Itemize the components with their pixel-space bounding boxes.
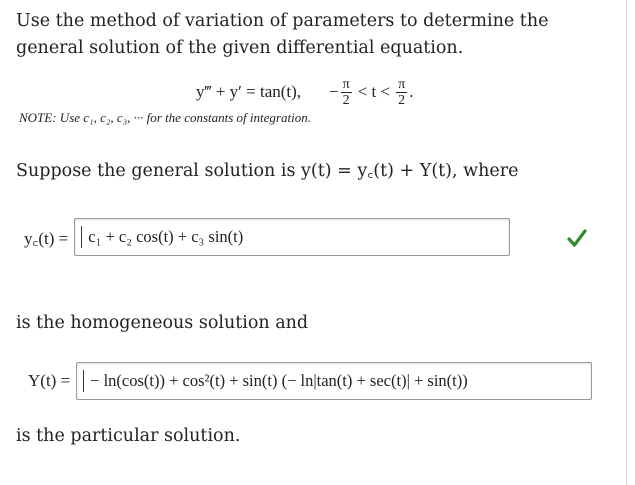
- particular-text: is the particular solution.: [16, 426, 241, 446]
- fraction-right-den: 2: [398, 92, 406, 108]
- note-text: NOTE: Use c₁, c₂, c₃, ··· for the constants of integration.: [19, 110, 311, 125]
- question-prompt: Use the method of variation of parameters to determine the general solution of the given differential equation.: [16, 11, 549, 58]
- fraction-left-num: π: [342, 76, 350, 92]
- general-solution-statement: Suppose the general solution is y(t) = y꜀(t) + Y(t), where: [16, 161, 519, 181]
- minus-sign: −: [329, 82, 339, 101]
- equation-lhs: y‴ + y′ = tan(t),: [196, 82, 302, 101]
- cursor-bar: [81, 226, 82, 248]
- particular-row: [28, 362, 592, 400]
- fraction-right: [396, 77, 407, 108]
- inequality-middle: < t <: [357, 82, 391, 101]
- equation-period: .: [409, 82, 414, 101]
- cursor-bar: [83, 370, 84, 392]
- yc-row: [24, 218, 510, 256]
- homogeneous-text: is the homogeneous solution and: [16, 313, 309, 333]
- fraction-right-num: π: [398, 76, 406, 92]
- fraction-left: [341, 77, 352, 108]
- yc-label: y꜀(t) =: [24, 228, 69, 248]
- yc-answer-input[interactable]: [74, 218, 510, 256]
- differential-equation: [196, 70, 413, 114]
- Y-label: Y(t) =: [28, 371, 71, 390]
- domain-inequality: [329, 77, 413, 108]
- Y-answer-value: − ln(cos(t)) + cos²(t) + sin(t) (− ln|tan(t) + sec(t)| + sin(t)): [90, 371, 468, 390]
- Y-answer-input[interactable]: [76, 362, 592, 400]
- fraction-left-den: 2: [342, 92, 350, 108]
- correct-check-icon: [566, 227, 588, 249]
- yc-answer-value: c₁ + c₂ cos(t) + c₃ sin(t): [88, 227, 244, 246]
